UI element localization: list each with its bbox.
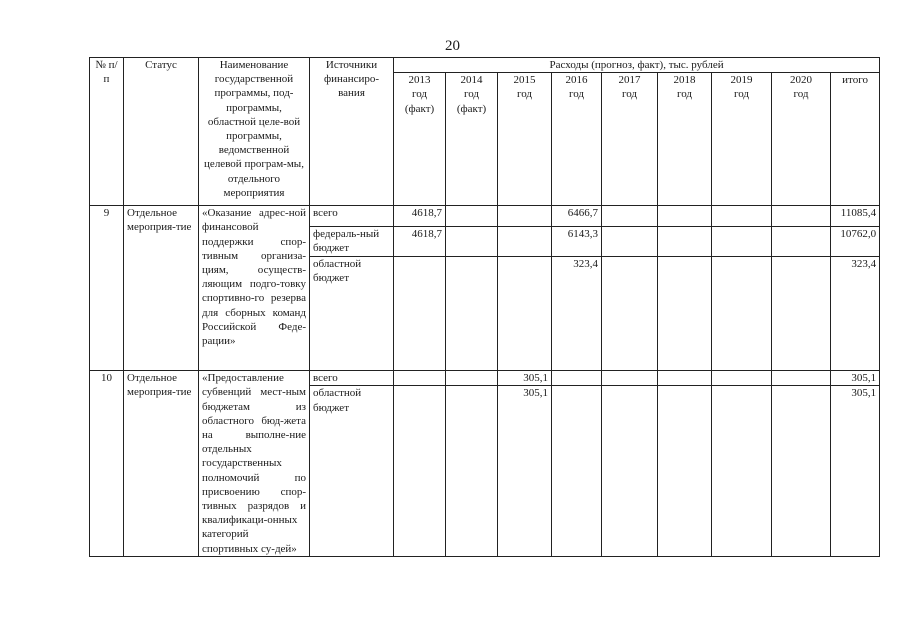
value-cell <box>658 386 712 556</box>
row-status: Отдельное мероприя-тие <box>124 371 199 557</box>
value-cell: 6466,7 <box>552 206 602 227</box>
value-cell <box>658 371 712 386</box>
table-row <box>90 371 880 386</box>
total-cell: 305,1 <box>831 371 880 386</box>
value-cell <box>658 257 712 371</box>
value-cell <box>498 257 552 371</box>
value-cell <box>394 371 446 386</box>
value-cell <box>712 227 772 257</box>
value-cell <box>394 257 446 371</box>
value-cell <box>552 371 602 386</box>
row-status: Отдельное мероприя-тие <box>124 206 199 371</box>
value-cell <box>498 206 552 227</box>
total-cell: 11085,4 <box>831 206 880 227</box>
source-label: областной бюджет <box>310 257 394 371</box>
header-total: итого <box>831 73 880 206</box>
value-cell <box>602 371 658 386</box>
header-no: № п/п <box>90 58 124 206</box>
value-cell <box>772 257 831 371</box>
value-cell <box>446 257 498 371</box>
header-year-2019: 2019 год <box>712 73 772 206</box>
header-row-top <box>90 58 880 73</box>
header-year-2015: 2015 год <box>498 73 552 206</box>
table-row <box>90 206 880 227</box>
header-name: Наименование государственной программы, под-программы, областной целе-вой программы, ведомственной целевой програм-мы, отдельного мероприятия <box>199 58 310 206</box>
value-cell <box>394 386 446 556</box>
value-cell <box>712 257 772 371</box>
header-year-2018: 2018 год <box>658 73 712 206</box>
header-year-2013: 2013 год (факт) <box>394 73 446 206</box>
value-cell <box>712 386 772 556</box>
value-cell <box>446 206 498 227</box>
value-cell <box>602 227 658 257</box>
value-cell <box>602 257 658 371</box>
value-cell <box>446 227 498 257</box>
source-label: областной бюджет <box>310 386 394 556</box>
value-cell <box>772 206 831 227</box>
source-label: федераль-ный бюджет <box>310 227 394 257</box>
row-number: 10 <box>90 371 124 557</box>
value-cell <box>712 206 772 227</box>
value-cell <box>658 227 712 257</box>
header-year-2020: 2020 год <box>772 73 831 206</box>
value-cell <box>772 371 831 386</box>
value-cell: 4618,7 <box>394 227 446 257</box>
row-name: «Предоставление субвенций мест-ным бюджетам из областного бюд-жета на выполне-ние отдельных государственных полномочий по присвоению спор-тивных разрядов и квалификаци-онных категорий спортивных су-дей» <box>199 371 310 557</box>
budget-table <box>89 57 880 557</box>
value-cell <box>712 371 772 386</box>
value-cell <box>602 386 658 556</box>
header-sources: Источники финансиро-вания <box>310 58 394 206</box>
value-cell: 305,1 <box>498 386 552 556</box>
row-number: 9 <box>90 206 124 371</box>
value-cell: 6143,3 <box>552 227 602 257</box>
header-year-2014: 2014 год (факт) <box>446 73 498 206</box>
value-cell <box>602 206 658 227</box>
value-cell <box>446 386 498 556</box>
value-cell <box>498 227 552 257</box>
header-expenses: Расходы (прогноз, факт), тыс. рублей <box>394 58 880 73</box>
source-label: всего <box>310 371 394 386</box>
total-cell: 10762,0 <box>831 227 880 257</box>
total-cell: 305,1 <box>831 386 880 556</box>
value-cell <box>772 227 831 257</box>
value-cell <box>552 386 602 556</box>
value-cell <box>658 206 712 227</box>
value-cell: 4618,7 <box>394 206 446 227</box>
header-year-2017: 2017 год <box>602 73 658 206</box>
source-label: всего <box>310 206 394 227</box>
header-status: Статус <box>124 58 199 206</box>
value-cell <box>446 371 498 386</box>
header-year-2016: 2016 год <box>552 73 602 206</box>
total-cell: 323,4 <box>831 257 880 371</box>
page-number: 20 <box>445 38 460 54</box>
value-cell: 323,4 <box>552 257 602 371</box>
value-cell: 305,1 <box>498 371 552 386</box>
row-name: «Оказание адрес-ной финансовой поддержки спор-тивным организа-циям, осуществ-ляющим подго-товку спортивно-го резерва для сборных команд Российской Феде-рации» <box>199 206 310 371</box>
value-cell <box>772 386 831 556</box>
